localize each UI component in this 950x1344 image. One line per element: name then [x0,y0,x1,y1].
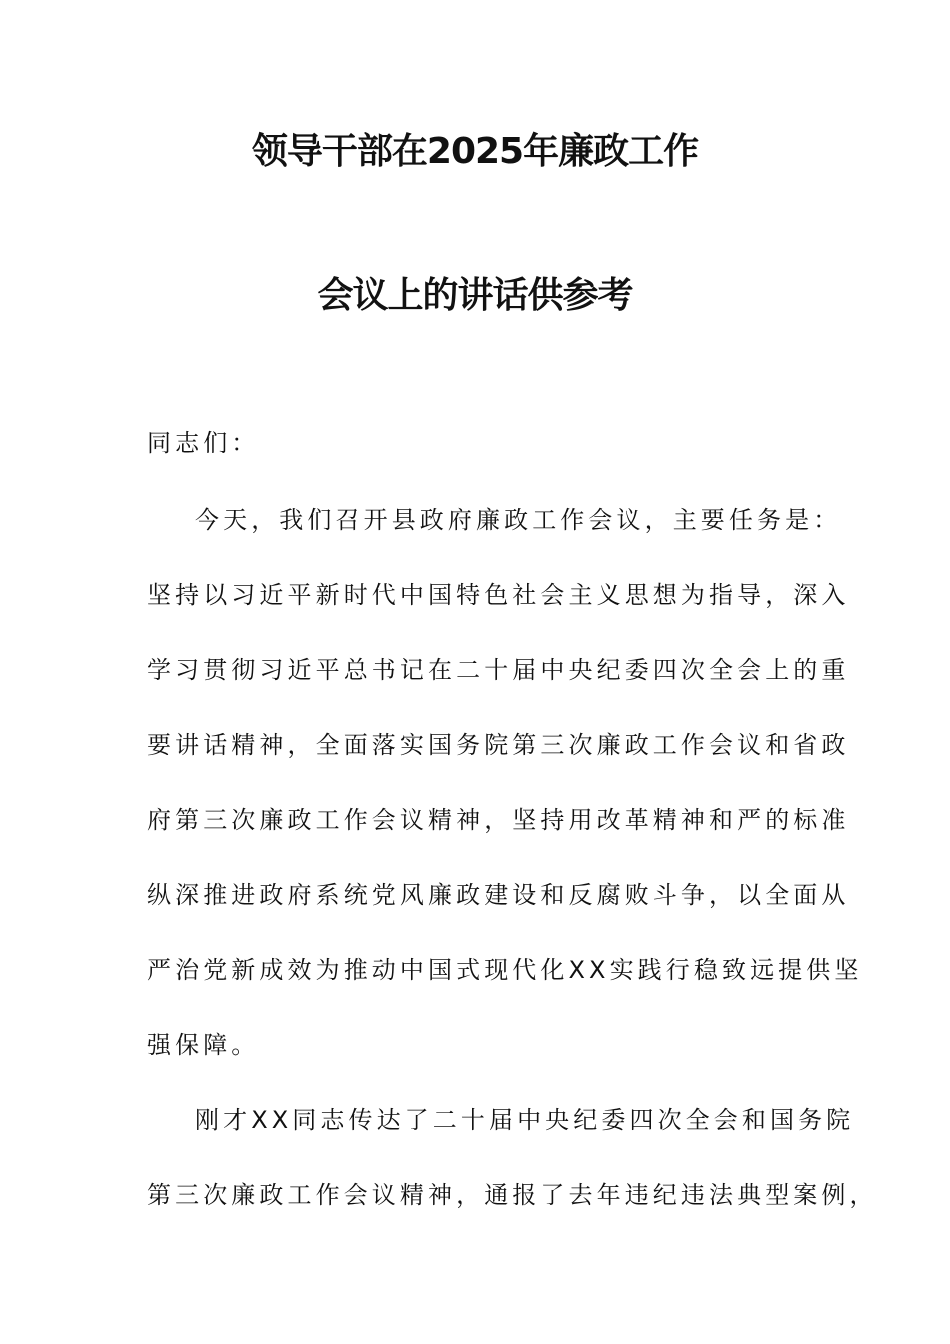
paragraph-1-line: 府第三次廉政工作会议精神，坚持用改革精神和严的标准 [147,806,850,834]
document-title-line-2: 会议上的讲话供参考 [317,275,633,316]
paragraph-1-line: 学习贯彻习近平总书记在二十届中央纪委四次全会上的重 [147,656,850,684]
paragraph-1-line: 要讲话精神，全面落实国务院第三次廉政工作会议和省政 [147,731,850,759]
salutation: 同志们： [147,429,260,457]
paragraph-1-line: 今天，我们召开县政府廉政工作会议，主要任务是： [195,506,842,534]
paragraph-1-line: 强保障。 [147,1031,260,1059]
paragraph-2-line: 刚才XX同志传达了二十届中央纪委四次全会和国务院 [195,1106,855,1134]
paragraph-1-line: 严治党新成效为推动中国式现代化XX实践行稳致远提供坚 [147,956,863,984]
paragraph-1-line: 坚持以习近平新时代中国特色社会主义思想为指导，深入 [147,581,850,609]
document-title-line-1: 领导干部在2025年廉政工作 [251,131,699,172]
paragraph-2-line: 第三次廉政工作会议精神，通报了去年违纪违法典型案例， [147,1181,878,1209]
paragraph-1-line: 纵深推进政府系统党风廉政建设和反腐败斗争，以全面从 [147,881,850,909]
